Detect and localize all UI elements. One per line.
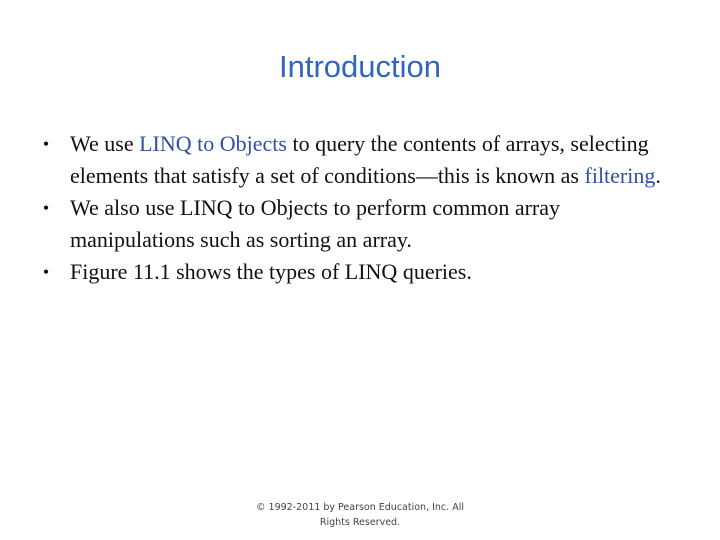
bullet-text-segment: to query the contents of arrays, selecting elements that satisfy a set of conditions—this is known as [70,131,649,188]
bullet-icon: • [42,198,50,218]
term-filtering: filtering [584,163,656,188]
bullet-text-segment: Figure 11.1 shows the types of LINQ queries. [70,259,472,284]
copyright-line-1: © 1992-2011 by Pearson Education, Inc. All [256,502,464,513]
bullet-item [36,128,686,192]
bullet-item [36,256,686,288]
bullet-text-segment: We use [70,131,140,156]
bullet-list [36,128,686,288]
bullet-text-segment: We also use LINQ to Objects to perform common array manipulations such as sorting an array. [70,195,561,252]
bullet-item [36,192,686,256]
slide-title: Introduction [279,49,441,84]
bullet-text-segment: . [655,163,661,188]
bullet-icon: • [42,262,50,282]
term-linq-to-objects: LINQ to Objects [139,131,287,156]
copyright-footer [220,500,500,530]
bullet-icon: • [42,134,50,154]
copyright-line-2: Rights Reserved. [319,517,401,528]
